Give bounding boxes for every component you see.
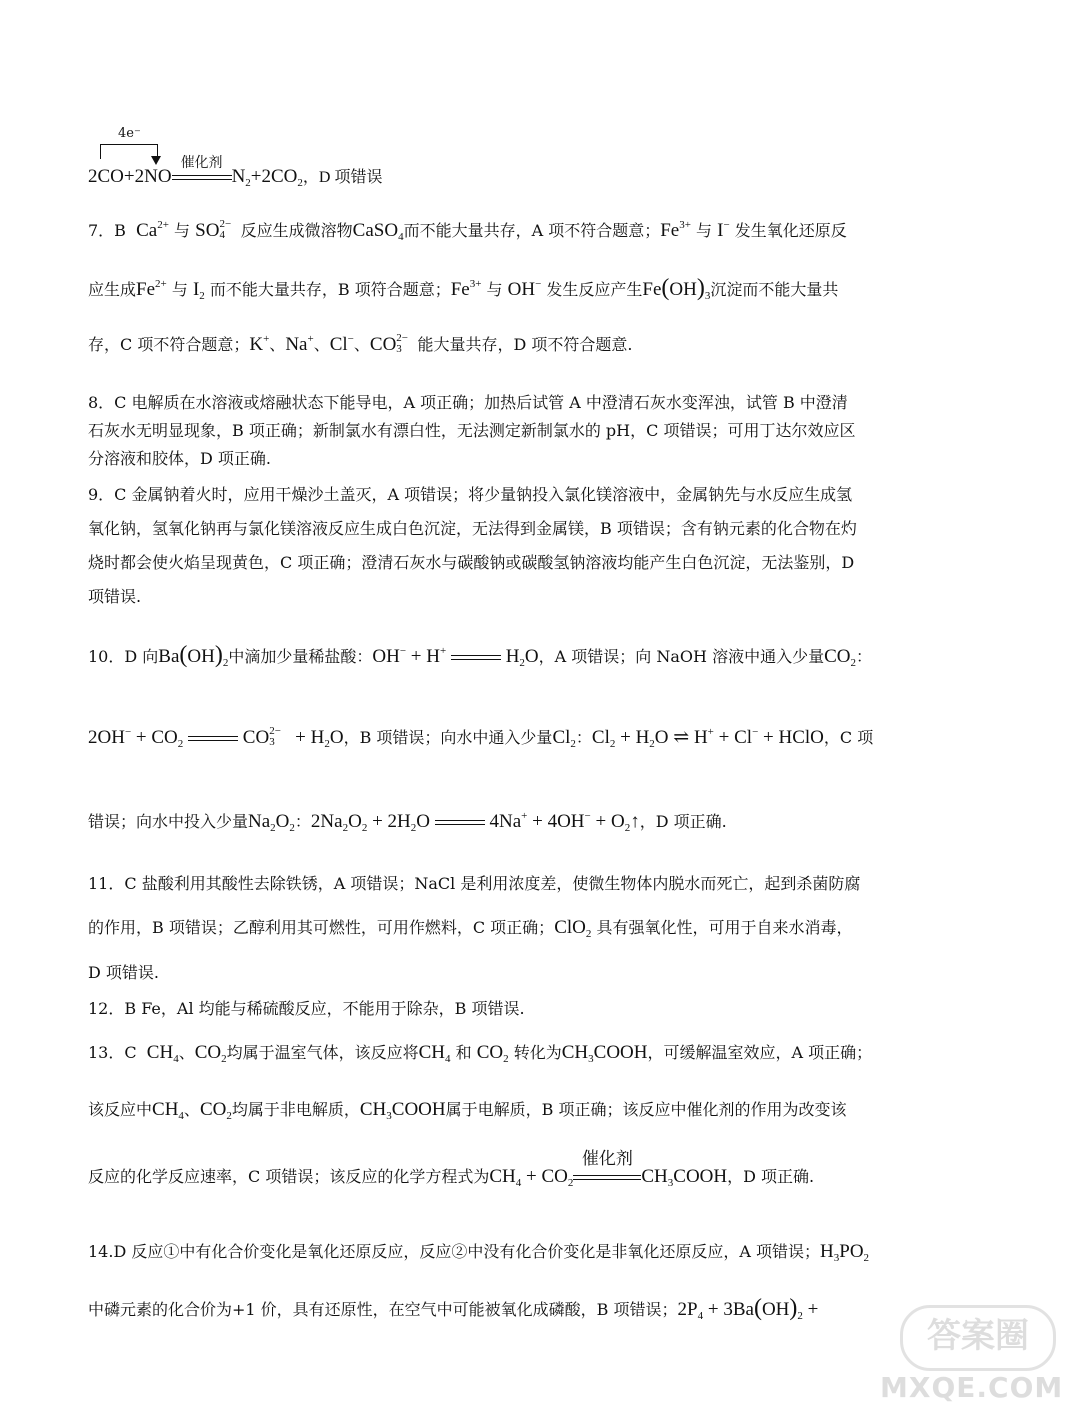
q7-line-1: 7．B $Ca^{2+}$ 与 $SO^{2-}$ 4 反应生成微溶物CaSO$_4$而不能大量共存，A 项不符合题意；$Fe^{3+}$ 与 I− 发生氧化还原反 (88, 218, 847, 243)
q13-text: 均属于温室气体，该反应将 (226, 1043, 419, 1062)
q13-text: 该反应中 (88, 1100, 153, 1119)
q13-text: 均属于非电解质， (231, 1100, 360, 1119)
q13-text: ，可缓解温室效应，A 项正确； (647, 1043, 873, 1062)
watermark-text: MXQE.COM (880, 1371, 1064, 1404)
q7-number: 7．B (88, 221, 126, 240)
q14-line-1: 14.D 反应①中有化合价变化是氧化还原反应，反应②中没有化合价变化是非氧化还原反应，A 项错误；$H_3PO_2$ (88, 1241, 870, 1264)
q10-line-1: 10．D 向$Ba(OH)_2$中滴加少量稀盐酸：OH− + H+ $H_2O$，A 项错误；向 NaOH 溶液中通入少量$CO_2$： (88, 642, 873, 669)
q10-text: ，D 项正确. (639, 812, 727, 831)
q7-text: 沉淀而不能大量共 (710, 280, 839, 299)
q7-text: 与 (171, 280, 188, 299)
q11-line-2: 的作用，B 项错误；乙醇利用其可燃性，可用作燃料，C 项正确；ClO$_2$ 具有强氧化性，可用于自来水消毒， (88, 917, 853, 940)
q14-text: 中磷元素的化合价为+1 价，具有还原性，在空气中可能被氧化成磷酸，B 项错误； (88, 1300, 678, 1319)
q10-text: ，A 项错误；向 NaOH 溶液中通入少量 (538, 647, 825, 666)
q13-number: 13．C (88, 1043, 137, 1062)
q10-text: 错误；向水中投入少量 (88, 812, 249, 831)
q13-text: ，D 项正确. (727, 1167, 815, 1186)
q7-text: 发生氧化还原反 (734, 221, 847, 240)
q8-line-3: 分溶液和胶体，D 项正确. (88, 449, 272, 468)
q9-line-2: 氧化钠，氢氧化钠再与氯化镁溶液反应生成白色沉淀，无法得到金属镁，B 项错误；含有钠元素的化合物在灼 (88, 519, 857, 538)
q10-text: ，C 项 (823, 728, 874, 747)
q10-line-3: 错误；向水中投入少量$Na_2O_2$：$2Na_2O_2 + 2H_2O$ $4Na^+ + 4OH^- + O_2↑$，D 项正确. (88, 810, 727, 834)
q7-line-3: 存，C 项不符合题意；K+、Na+、Cl−、$CO^{2-}$ 3 能大量共存，D 项不符合题意. (88, 332, 633, 355)
q11-text: 的作用，B 项错误；乙醇利用其可燃性，可用作燃料，C 项正确； (88, 918, 555, 937)
q6-equation (88, 122, 688, 192)
electron-transfer-bracket (100, 144, 158, 159)
q6-conclusion: ，D 项错误 (302, 169, 383, 186)
q8-line-2: 石灰水无明显现象，B 项正确；新制氯水有漂白性，无法测定新制氯水的 pH，C 项错误；可用丁达尔效应区 (88, 421, 856, 440)
watermark (870, 1305, 1070, 1415)
q6-formula: 2CO+2NO 催化剂 $N_2+2CO_2$，D 项错误 (88, 164, 382, 188)
q7-text: 而不能大量共存，A 项不符合题意； (403, 221, 661, 240)
q7-text: 应生成 (88, 280, 137, 299)
q9-line-4: 项错误. (88, 587, 142, 606)
q10-text: ，B 项错误；向水中通入少量 (343, 728, 553, 747)
q7-text: 能大量共存，D 项不符合题意. (417, 335, 633, 354)
q7-text: 与 (696, 221, 713, 240)
q13-line-1: 13．C $CH_4$、$CO_2$均属于温室气体，该反应将$CH_4$ 和 $CO_2$ 转化为$CH_3COOH$，可缓解温室效应，A 项正确； (88, 1042, 873, 1065)
q8-line-1: 8．C 电解质在水溶液或熔融状态下能导电，A 项正确；加热后试管 A 中澄清石灰水变浑浊，试管 B 中澄清 (88, 393, 848, 412)
catalyst-label: 催化剂 (581, 1148, 633, 1169)
q13-line-2: 该反应中$CH_4$、$CO_2$均属于非电解质，$CH_3COOH$属于电解质，B 项正确；该反应中催化剂的作用为改变该 (88, 1099, 847, 1122)
q10-number: 10．D 向 (88, 647, 159, 666)
q14-line-2: 中磷元素的化合价为+1 价，具有还原性，在空气中可能被氧化成磷酸，B 项错误；$2P_4 + 3Ba(OH)_2$ + (88, 1295, 819, 1322)
q7-text: 存，C 项不符合题意； (88, 335, 250, 354)
q9-line-1: 9．C 金属钠着火时，应用干燥沙土盖灭，A 项错误；将少量钠投入氯化镁溶液中，金属钠先与水反应生成氢 (88, 485, 853, 504)
q7-text: 发生反应产生 (546, 280, 643, 299)
q13-text: 属于电解质，B 项正确；该反应中催化剂的作用为改变该 (445, 1100, 847, 1119)
q7-text: 与 (486, 280, 503, 299)
q11-line-1: 11．C 盐酸利用其酸性去除铁锈，A 项错误；NaCl 是利用浓度差，使微生物体内脱水而死亡，起到杀菌防腐 (88, 874, 861, 893)
q13-text: 反应的化学反应速率，C 项错误；该反应的化学方程式为 (88, 1167, 490, 1186)
q11-line-3: D 项错误. (88, 963, 160, 982)
q13-line-3: 反应的化学反应速率，C 项错误；该反应的化学方程式为$CH_4 + CO_2$ 催化剂 $CH_3COOH$，D 项正确. (88, 1148, 815, 1189)
q7-text: 而不能大量共存，B 项符合题意； (209, 280, 451, 299)
q12-line-1: 12．B Fe，Al 均能与稀硫酸反应，不能用于除杂，B 项错误. (88, 999, 525, 1018)
electron-transfer-label: 4e⁻ (118, 126, 141, 141)
q7-text: 反应生成微溶物 (240, 221, 353, 240)
q11-text: 具有强氧化性，可用于自来水消毒， (596, 918, 853, 937)
q13-text: 转化为 (513, 1043, 562, 1062)
q14-text: 14.D 反应①中有化合价变化是氧化还原反应，反应②中没有化合价变化是非氧化还原反应，A 项错误； (88, 1242, 821, 1261)
q7-line-2: 应生成$Fe^{2+}$ 与 $I_2$ 而不能大量共存，B 项符合题意；$Fe^{3+}$ 与 OH− 发生反应产生$Fe(OH)_3$沉淀而不能大量共 (88, 275, 839, 302)
watermark-logo: 答案圈 (900, 1305, 1056, 1371)
catalyst-label: 催化剂 (180, 154, 223, 171)
q10-line-2: $2OH^- + CO_2$ $CO^{2-}$ 3 + $H_2O$，B 项错误；向水中通入少量$Cl_2$：$Cl_2 + H_2O$ ⇌ H+ + Cl− + HClO，C 项 (88, 725, 874, 750)
q10-text: 中滴加少量稀盐酸： (228, 647, 373, 666)
q9-line-3: 烧时都会使火焰呈现黄色，C 项正确；澄清石灰水与碳酸钠或碳酸氢钠溶液均能产生白色沉淀，无法鉴别，D (88, 553, 855, 572)
q13-text: 和 (455, 1043, 472, 1062)
